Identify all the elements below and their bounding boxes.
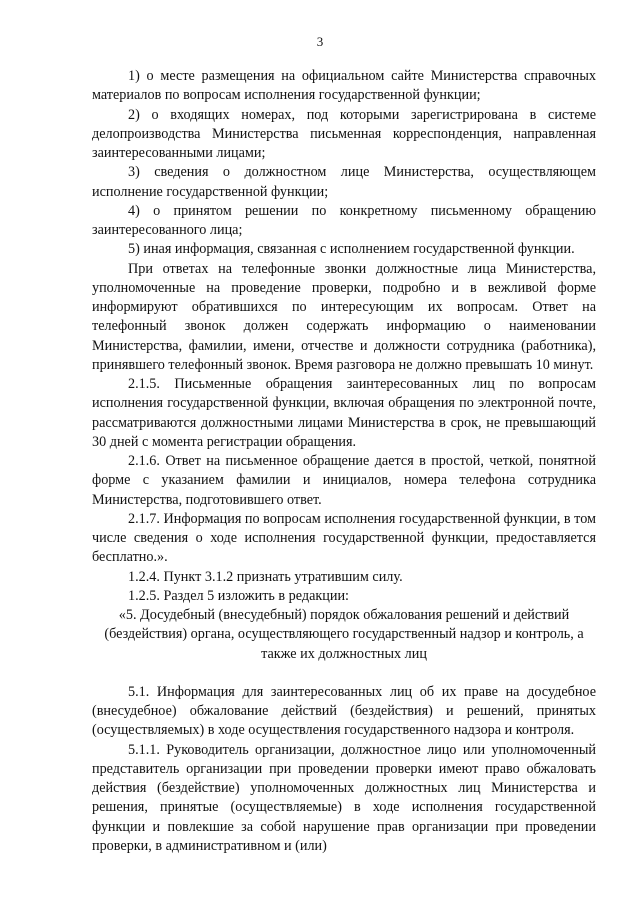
paragraph-item-3: 3) сведения о должностном лице Министерства, осуществляющем исполнение государственной функции;	[92, 164, 596, 200]
section-heading: «5. Досудебный (внесудебный) порядок обжалования решений и действий (бездействия) органа, осуществляющего государственный надзор и контроль, а также их должностных лиц	[104, 607, 584, 662]
document-body	[92, 67, 596, 856]
section-spacer	[92, 664, 596, 683]
page-number: 3	[316, 34, 324, 49]
paragraph-1-2-4: 1.2.4. Пункт 3.1.2 признать утратившим силу.	[128, 568, 403, 585]
paragraph-5-1-1: 5.1.1. Руководитель организации, должностное лицо или уполномоченный представитель организации при проведении проверки имеют право обжаловать действия (бездействие) уполномоченных должностных лиц Министерства и решения, принятые (осуществляемые) в ходе исполнения государственной функции и повлекшие за собой нарушение прав организации при проведении проверки, в административном и (или)	[92, 741, 596, 854]
paragraph-2-1-7: 2.1.7. Информация по вопросам исполнения государственной функции, в том числе сведения о ходе исполнения государственной функции, предоставляется бесплатно.».	[92, 510, 596, 566]
paragraph-item-1: 1) о месте размещения на официальном сайте Министерства справочных материалов по вопросам исполнения государственной функции;	[92, 68, 596, 104]
paragraph-item-2: 2) о входящих номерах, под которыми зарегистрирована в системе делопроизводства Министерства письменная корреспонденция, направленная заинтересованными лицами;	[92, 106, 596, 161]
paragraph-2-1-5: 2.1.5. Письменные обращения заинтересованных лиц по вопросам исполнения государственной функции, включая обращения по электронной почте, рассматриваются должностными лицами Министерства в срок, не превышающий 30 дней с момента регистрации обращения.	[92, 376, 596, 450]
paragraph-item-4: 4) о принятом решении по конкретному письменному обращению заинтересованного лица;	[92, 202, 596, 238]
paragraph-1-2-5: 1.2.5. Раздел 5 изложить в редакции:	[128, 587, 349, 604]
paragraph-5-1: 5.1. Информация для заинтересованных лиц об их праве на досудебное (внесудебное) обжалование действий (бездействия) и решений, принятых (осуществляемых) в ходе осуществления государственного надзора и контроля.	[92, 683, 596, 739]
paragraph-item-5: 5) иная информация, связанная с исполнением государственной функции.	[128, 241, 575, 258]
paragraph-phone-calls: При ответах на телефонные звонки должностные лица Министерства, уполномоченные на проведение проверки, подробно и в вежливой форме информируют обратившихся по интересующим их вопросам. Ответ на телефонный звонок должен содержать информацию о наименовании Министерства, фамилии, имени, отчестве и должности сотрудника (работника), принявшего телефонный звонок. Время разговора не должно превышать 10 минут.	[92, 260, 596, 373]
paragraph-2-1-6: 2.1.6. Ответ на письменное обращение дается в простой, четкой, понятной форме с указанием фамилии и инициалов, номера телефона сотрудника Министерства, подготовившего ответ.	[92, 453, 596, 508]
